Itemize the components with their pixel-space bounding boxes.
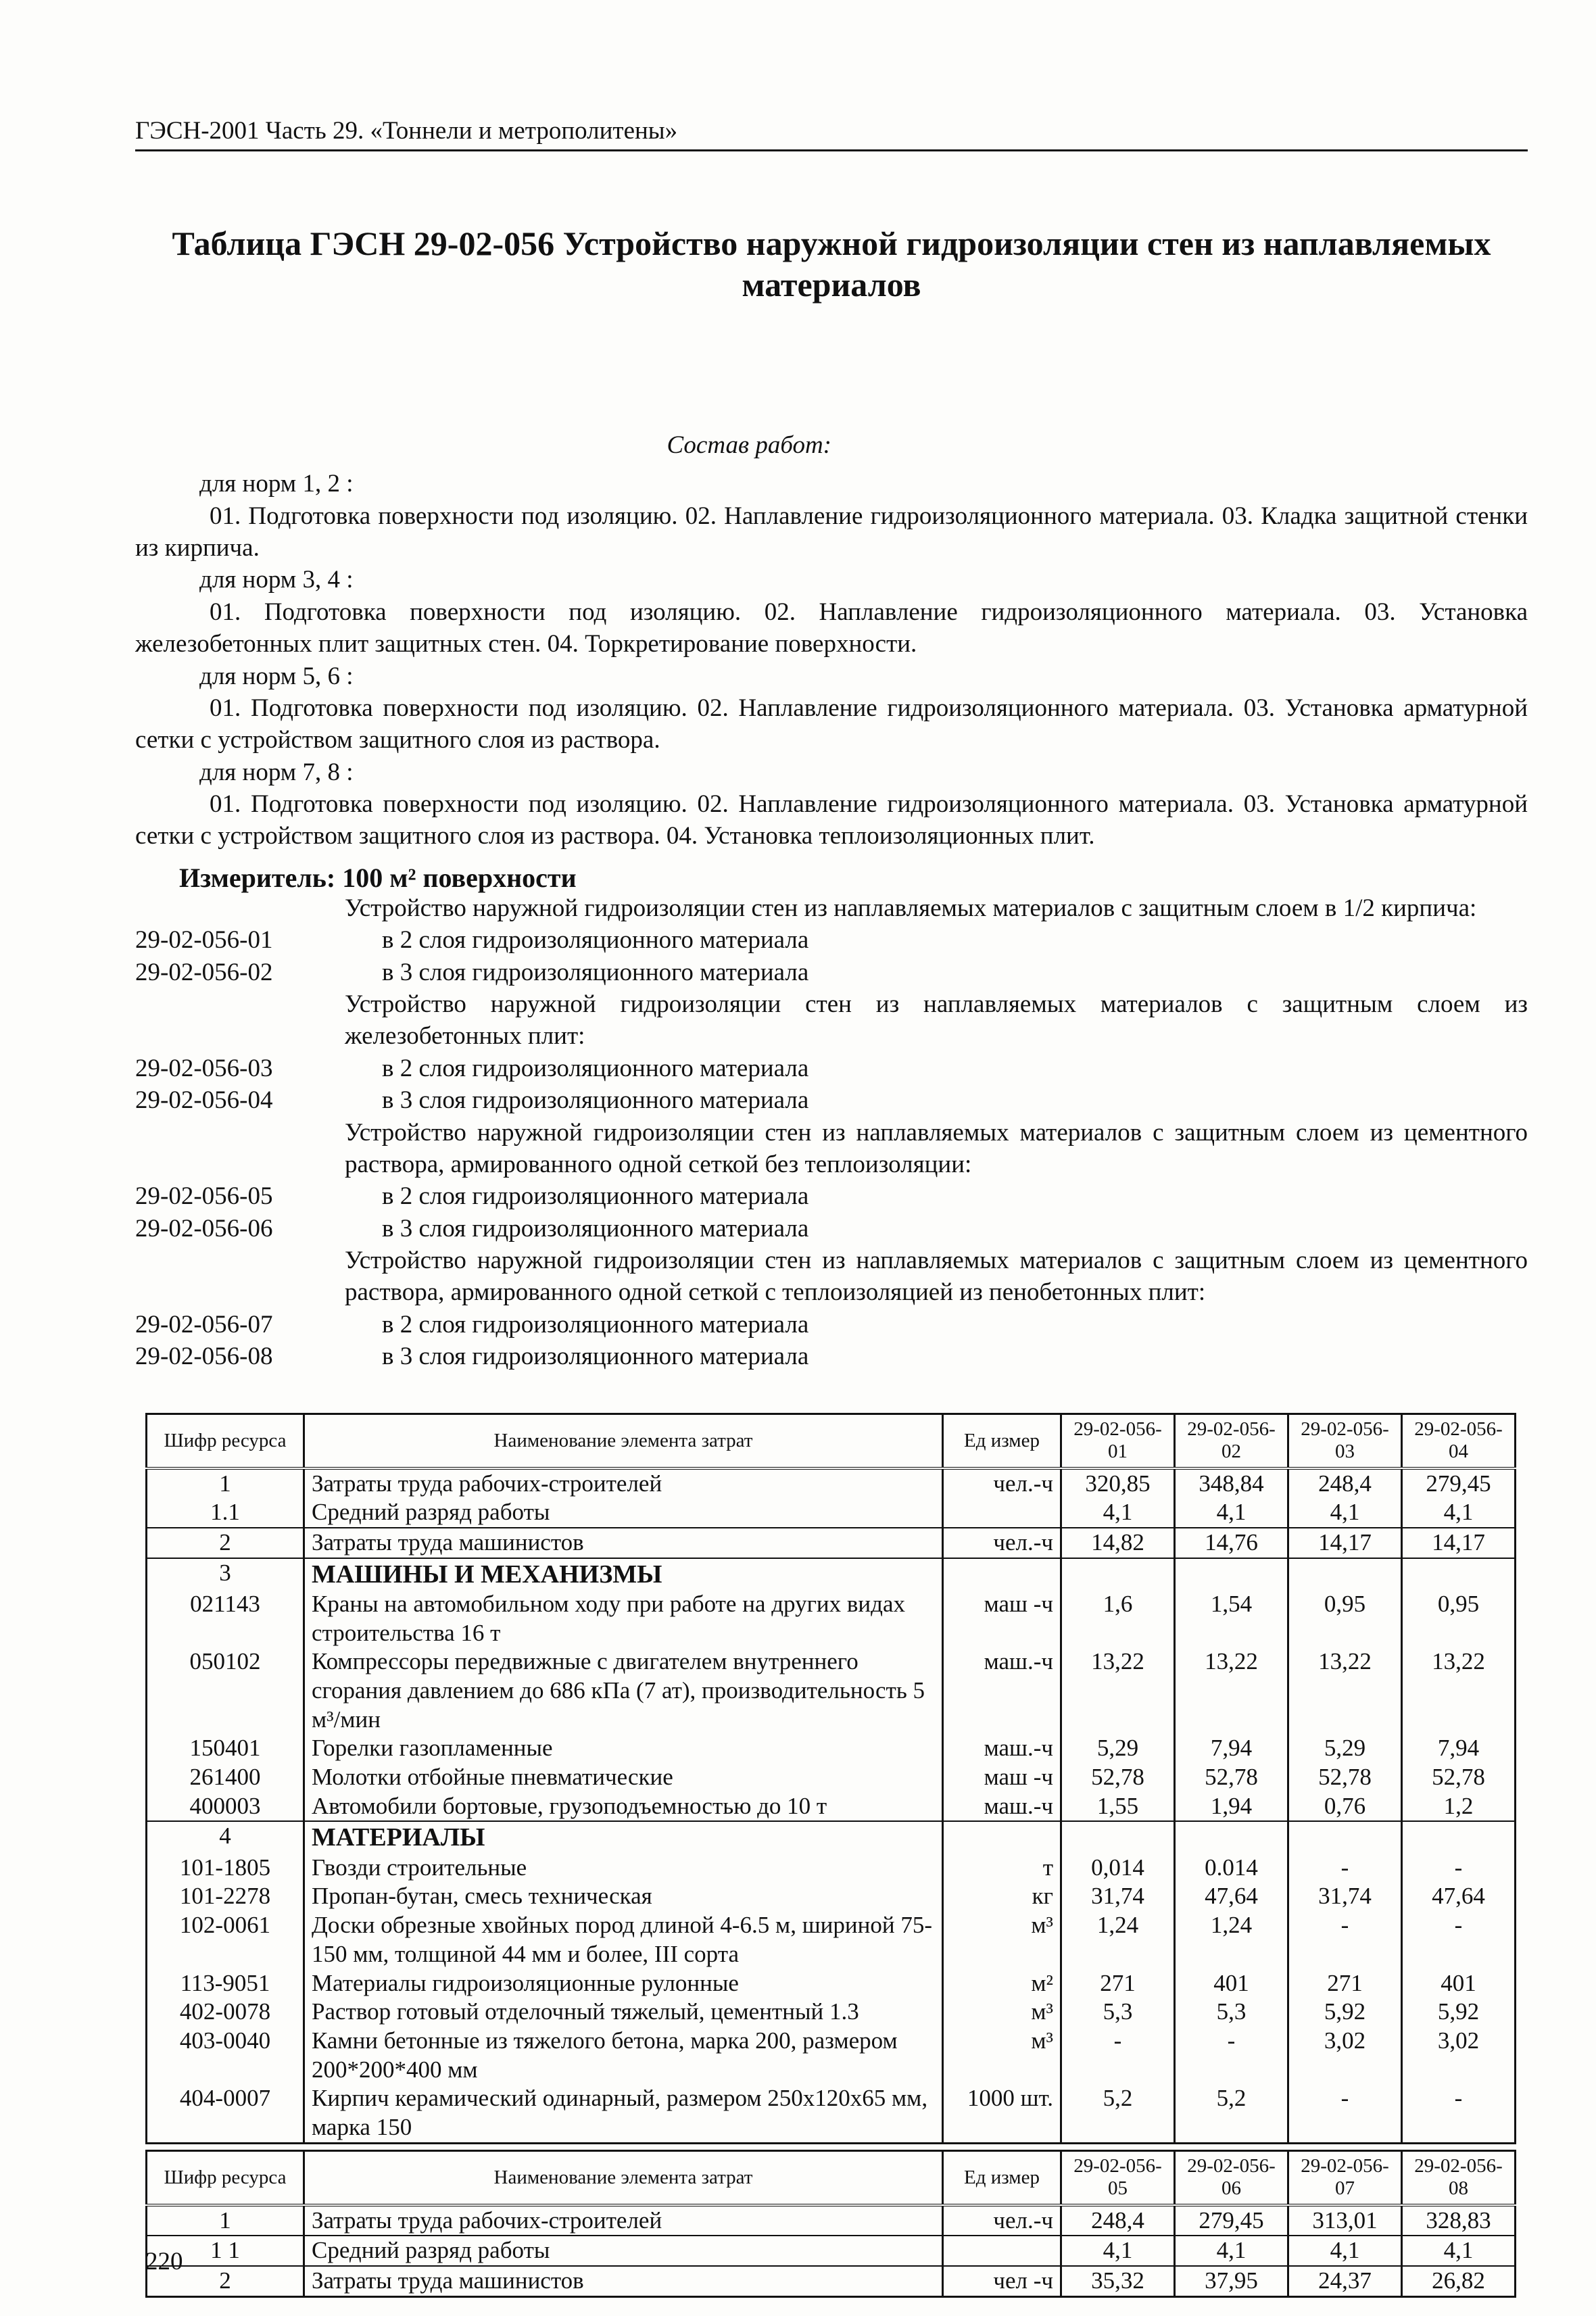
unit: чел.-ч [943,2205,1061,2236]
unit: кг [943,1882,1061,1911]
resource-name: Компрессоры передвижные с двигателем внутреннего сгорания давлением до 686 кПа (7 ат), производительность 5 м³/мин [304,1647,943,1734]
norm-value: 279,45 [1175,2205,1288,2236]
unit: м³ [943,1911,1061,1969]
unit: м² [943,1969,1061,1998]
norm-value [1061,1558,1175,1590]
table-row [147,2084,1516,2143]
norm-value: 320,85 [1061,1468,1175,1499]
meter [179,861,577,895]
norm-value: - [1402,2084,1516,2143]
meter-label: Измеритель: [179,863,336,893]
running-header: ГЭСН-2001 Часть 29. «Тоннели и метрополитены» [135,115,1528,151]
unit: маш.-ч [943,1734,1061,1763]
table-row [147,2266,1516,2296]
norm-description: в 2 слоя гидроизоляционного материала [382,1054,809,1082]
norm-value: 328,83 [1402,2205,1516,2236]
resource-name: Затраты труда рабочих-строителей [304,1468,943,1499]
unit: маш -ч [943,1590,1061,1647]
norm-value: 14,17 [1288,1528,1402,1558]
column-header: 29-02-056-02 [1175,1414,1288,1468]
composition-group-label: для норм 3, 4 : [199,566,354,594]
norm-description: в 3 слоя гидроизоляционного материала [382,958,809,986]
norm-value: 1,55 [1061,1792,1175,1822]
norm-value: 24,37 [1288,2266,1402,2296]
norm-value [1288,1821,1402,1853]
column-header: Шифр ресурса [147,1414,304,1468]
resource-code: 402-0078 [147,1998,304,2027]
norm-value: 14,76 [1175,1528,1288,1558]
resource-name: МАТЕРИАЛЫ [304,1821,943,1853]
norm-group-description [135,988,1528,1053]
column-header: Шифр ресурса [147,2151,304,2205]
column-header: 29-02-056-06 [1175,2151,1288,2205]
norm-value: 47,64 [1402,1882,1516,1911]
norm-group-text: Устройство наружной гидроизоляции стен из наплавляемых материалов с защитным слоем из цементного раствора, армированного одной сеткой с теплоизоляцией из пенобетонных плит: [345,1246,1528,1307]
norm-value: - [1288,1911,1402,1969]
norm-value: 4,1 [1402,1498,1516,1528]
table-row [147,1590,1516,1647]
resource-code: 2 [147,1528,304,1558]
resource-name: Камни бетонные из тяжелого бетона, марка 200, размером 200*200*400 мм [304,2027,943,2084]
norm-group-spacer [135,988,345,1053]
composition-group-operations: 01. Подготовка поверхности под изоляцию. 02. Наплавление гидроизоляционного материала. 03. Установка арматурной сетки с устройством защитного слоя из раствора. [135,694,1528,754]
norm-value [1175,1558,1288,1590]
norm-value: - [1288,2084,1402,2143]
norm-code: 29-02-056-02 [135,958,273,986]
column-header: 29-02-056-07 [1288,2151,1402,2205]
resource-code: 102-0061 [147,1911,304,1969]
norm-value: 14,82 [1061,1528,1175,1558]
resource-name: Пропан-бутан, смесь техническая [304,1882,943,1911]
table-title-line-1: Таблица ГЭСН 29-02-056 Устройство наружной гидроизоляции стен из наплавляемых [172,224,1491,262]
norm-code: 29-02-056-08 [135,1343,273,1371]
norm-value: 5,3 [1175,1998,1288,2027]
meter-value: 100 м² поверхности [342,863,577,893]
norm-value [1288,1558,1402,1590]
resource-name: Молотки отбойные пневматические [304,1763,943,1792]
work-composition-heading: Состав работ: [667,431,831,459]
resource-code: 400003 [147,1792,304,1822]
norm-value: 0.014 [1175,1854,1288,1883]
table-header-row [147,2151,1516,2205]
resource-code: 101-1805 [147,1854,304,1883]
table-row [147,1468,1516,1499]
resource-name: Раствор готовый отделочный тяжелый, цементный 1.3 [304,1998,943,2027]
norm-item [135,924,1528,956]
resource-code: 1 1 [147,2236,304,2266]
norm-value: 248,4 [1288,1468,1402,1499]
resource-name: Доски обрезные хвойных пород длиной 4-6.5 м, шириной 75-150 мм, толщиной 44 мм и более, III сорта [304,1911,943,1969]
resource-name: Гвозди строительные [304,1854,943,1883]
norm-item [135,1053,1528,1084]
composition-group-label: для норм 5, 6 : [199,662,354,690]
norm-value: 5,3 [1061,1998,1175,2027]
norm-group-spacer [135,1117,345,1181]
norm-value: 13,22 [1061,1647,1175,1734]
resource-name: Краны на автомобильном ходу при работе на других видах строительства 16 т [304,1590,943,1647]
unit: чел.-ч [943,1468,1061,1499]
resource-code: 403-0040 [147,2027,304,2084]
resource-code: 101-2278 [147,1882,304,1911]
norm-value: 4,1 [1061,2236,1175,2266]
norm-code: 29-02-056-03 [135,1054,273,1082]
norm-code: 29-02-056-04 [135,1086,273,1115]
norm-value: 271 [1288,1969,1402,1998]
norm-value: 52,78 [1288,1763,1402,1792]
work-composition [135,429,1528,852]
resource-code: 021143 [147,1590,304,1647]
norm-value: 4,1 [1402,2236,1516,2266]
page-number: 220 [145,2248,183,2275]
norm-value: 31,74 [1288,1882,1402,1911]
resource-code: 1 [147,2205,304,2236]
table-row [147,1734,1516,1763]
norm-value: 37,95 [1175,2266,1288,2296]
norm-value: 1,6 [1061,1590,1175,1647]
norm-value: 4,1 [1288,1498,1402,1528]
norm-value: 401 [1402,1969,1516,1998]
column-header: Ед измер [943,2151,1061,2205]
norm-code: 29-02-056-07 [135,1310,273,1338]
norm-value: 5,2 [1175,2084,1288,2143]
norm-group-description [135,1245,1528,1309]
norm-value: 5,29 [1061,1734,1175,1763]
unit: маш.-ч [943,1792,1061,1822]
norm-value: 0,76 [1288,1792,1402,1822]
resource-name: Затраты труда рабочих-строителей [304,2205,943,2236]
norm-value: 47,64 [1175,1882,1288,1911]
composition-group-label: для норм 7, 8 : [199,758,354,786]
norm-value: 1,24 [1061,1911,1175,1969]
column-header: Наименование элемента затрат [304,1414,943,1468]
norm-value: 52,78 [1175,1763,1288,1792]
table-row [147,1821,1516,1853]
resource-name: Средний разряд работы [304,2236,943,2266]
norm-value [1175,1821,1288,1853]
norm-item [135,1309,1528,1341]
norm-value: 1,54 [1175,1590,1288,1647]
table-row [147,1882,1516,1911]
resource-code: 150401 [147,1734,304,1763]
unit [943,1498,1061,1528]
norm-value [1061,1821,1175,1853]
composition-group [135,756,1528,852]
norm-value: 271 [1061,1969,1175,1998]
table-row [147,1528,1516,1558]
norm-value: 0,014 [1061,1854,1175,1883]
column-header: 29-02-056-04 [1402,1414,1516,1468]
table-row [147,2236,1516,2266]
norm-value: 4,1 [1061,1498,1175,1528]
unit: м³ [943,2027,1061,2084]
norm-value: 5,29 [1288,1734,1402,1763]
norm-value: - [1402,1854,1516,1883]
norm-description: в 3 слоя гидроизоляционного материала [382,1086,809,1115]
unit: чел.-ч [943,1528,1061,1558]
column-header: Ед измер [943,1414,1061,1468]
table-row [147,1792,1516,1822]
resource-code: 2 [147,2266,304,2296]
norm-group-spacer [135,892,345,924]
norm-value [1402,1821,1516,1853]
norm-value: 52,78 [1061,1763,1175,1792]
unit: чел -ч [943,2266,1061,2296]
norm-value: 401 [1175,1969,1288,1998]
column-header: 29-02-056-03 [1288,1414,1402,1468]
norm-item [135,1213,1528,1245]
norm-value: - [1175,2027,1288,2084]
norm-description: в 2 слоя гидроизоляционного материала [382,926,809,955]
norm-description: в 3 слоя гидроизоляционного материала [382,1214,809,1243]
document-page [135,108,1531,2294]
norm-value: 13,22 [1175,1647,1288,1734]
resource-name: Горелки газопламенные [304,1734,943,1763]
table-row [147,2027,1516,2084]
table-row [147,1854,1516,1883]
norm-value: 3,02 [1402,2027,1516,2084]
norm-value: - [1288,1854,1402,1883]
composition-group-operations: 01. Подготовка поверхности под изоляцию. 02. Наплавление гидроизоляционного материала. 03. Кладка защитной стенки из кирпича. [135,502,1528,562]
norm-description: в 2 слоя гидроизоляционного материала [382,1310,809,1338]
norm-value: 0,95 [1402,1590,1516,1647]
norm-value: 35,32 [1061,2266,1175,2296]
norm-value: 26,82 [1402,2266,1516,2296]
norm-value: 14,17 [1402,1528,1516,1558]
table-row [147,1911,1516,1969]
column-header: 29-02-056-01 [1061,1414,1175,1468]
table-row [147,1558,1516,1590]
norm-value: 7,94 [1175,1734,1288,1763]
resource-name: Автомобили бортовые, грузоподъемностью до 10 т [304,1792,943,1822]
composition-group-operations: 01. Подготовка поверхности под изоляцию. 02. Наплавление гидроизоляционного материала. 03. Установка железобетонных плит защитных стен. 04. Торкретирование поверхности. [135,598,1528,658]
composition-group [135,468,1528,564]
resource-name: Затраты труда машинистов [304,1528,943,1558]
resource-code: 3 [147,1558,304,1590]
unit: т [943,1854,1061,1883]
norm-group-text: Устройство наружной гидроизоляции стен из наплавляемых материалов с защитным слоем из железобетонных плит: [345,990,1528,1051]
table-title [135,223,1528,306]
norm-value: 13,22 [1402,1647,1516,1734]
resource-code: 4 [147,1821,304,1853]
composition-group [135,660,1528,756]
resource-name: Кирпич керамический одинарный, размером 250x120x65 мм, марка 150 [304,2084,943,2143]
norm-value: 52,78 [1402,1763,1516,1792]
table-header-row [147,1414,1516,1468]
norm-group-spacer [135,1245,345,1309]
norm-value: 4,1 [1175,1498,1288,1528]
table-row [147,1647,1516,1734]
norm-value [1402,1558,1516,1590]
resource-code: 1 [147,1468,304,1499]
unit [943,2236,1061,2266]
table-row [147,2205,1516,2236]
resource-code: 261400 [147,1763,304,1792]
resource-name: МАШИНЫ И МЕХАНИЗМЫ [304,1558,943,1590]
resource-name: Средний разряд работы [304,1498,943,1528]
norm-value: 31,74 [1061,1882,1175,1911]
column-header: 29-02-056-08 [1402,2151,1516,2205]
norm-code: 29-02-056-01 [135,926,273,955]
norm-value: 5,2 [1061,2084,1175,2143]
norm-code: 29-02-056-05 [135,1182,273,1211]
norm-description: в 2 слоя гидроизоляционного материала [382,1182,809,1211]
table-row [147,1498,1516,1528]
table-row [147,1969,1516,1998]
norm-group-text: Устройство наружной гидроизоляции стен из наплавляемых материалов с защитным слоем из цементного раствора, армированного одной сеткой без теплоизоляции: [345,1118,1528,1178]
norm-value: 279,45 [1402,1468,1516,1499]
norm-item [135,1084,1528,1116]
unit [943,1821,1061,1853]
norm-value: 5,92 [1288,1998,1402,2027]
composition-group [135,564,1528,660]
norm-value: - [1402,1911,1516,1969]
norm-value: 248,4 [1061,2205,1175,2236]
unit [943,1558,1061,1590]
norm-group-description [135,892,1528,924]
norm-value: - [1061,2027,1175,2084]
norm-value: 3,02 [1288,2027,1402,2084]
norm-value: 313,01 [1288,2205,1402,2236]
norm-value: 5,92 [1402,1998,1516,2027]
column-header: Наименование элемента затрат [304,2151,943,2205]
composition-group-label: для норм 1, 2 : [199,470,354,498]
norm-list [135,892,1528,1372]
table-title-line-2: материалов [742,266,921,304]
table-row [147,1763,1516,1792]
column-header: 29-02-056-05 [1061,2151,1175,2205]
norm-value: 13,22 [1288,1647,1402,1734]
norm-group-description [135,1117,1528,1181]
unit: маш.-ч [943,1647,1061,1734]
norm-item [135,1341,1528,1372]
resource-name: Материалы гидроизоляционные рулонные [304,1969,943,1998]
norm-value: 7,94 [1402,1734,1516,1763]
resource-name: Затраты труда машинистов [304,2266,943,2296]
resource-code: 1.1 [147,1498,304,1528]
table-row [147,1998,1516,2027]
composition-group-operations: 01. Подготовка поверхности под изоляцию. 02. Наплавление гидроизоляционного материала. 03. Установка арматурной сетки с устройством защитного слоя из раствора. 04. Установка теплоизоляционных плит. [135,790,1528,850]
resource-table-2 [145,2150,1516,2298]
norm-value: 0,95 [1288,1590,1402,1647]
resource-code: 113-9051 [147,1969,304,1998]
norm-value: 1,2 [1402,1792,1516,1822]
norm-group-text: Устройство наружной гидроизоляции стен из наплавляемых материалов с защитным слоем в 1/2 кирпича: [345,894,1477,922]
norm-code: 29-02-056-06 [135,1214,273,1243]
norm-value: 1,94 [1175,1792,1288,1822]
resource-code: 404-0007 [147,2084,304,2143]
resource-table-1 [145,1413,1516,2144]
unit: м³ [943,1998,1061,2027]
norm-value: 348,84 [1175,1468,1288,1499]
norm-item [135,957,1528,988]
norm-description: в 3 слоя гидроизоляционного материала [382,1343,809,1371]
norm-item [135,1180,1528,1212]
unit: 1000 шт. [943,2084,1061,2143]
norm-value: 1,24 [1175,1911,1288,1969]
resource-code: 050102 [147,1647,304,1734]
unit: маш -ч [943,1763,1061,1792]
norm-value: 4,1 [1175,2236,1288,2266]
norm-value: 4,1 [1288,2236,1402,2266]
